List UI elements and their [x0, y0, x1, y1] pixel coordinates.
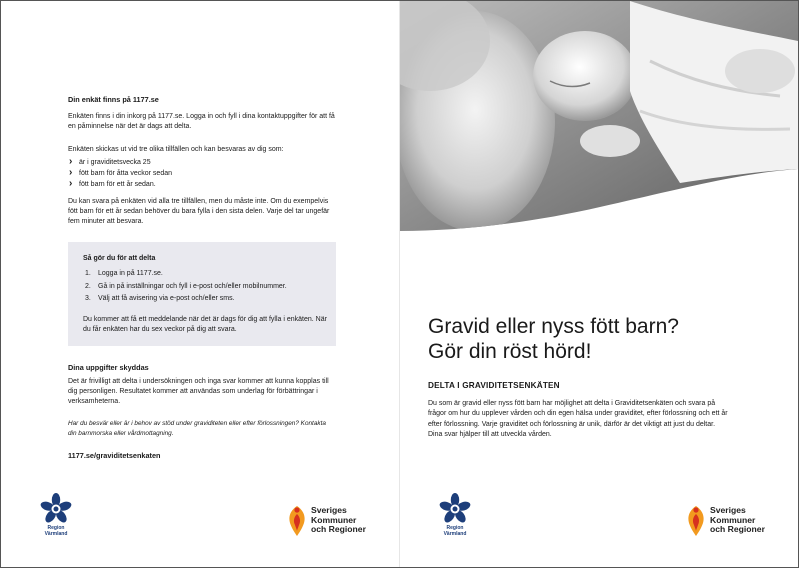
skr-logo [684, 504, 784, 548]
survey-heading: Din enkät finns på 1177.se [68, 95, 159, 104]
privacy-text: Det är frivilligt att delta i undersökningen och inga svar kommer att kunna kopplas till dig personligen. Resultatet kommer att användas som underlag för förbättringar i verksamheterna. [68, 378, 329, 405]
flower-icon [39, 493, 73, 525]
list-item: › fött barn för ett år sedan. [68, 179, 336, 190]
support-text: Har du besvär eller är i behov av stöd under graviditeten eller efter förlossningen? Kontakta din barnmorska eller vårdmottagning. [68, 420, 326, 437]
skr-logo [285, 504, 385, 548]
website-link[interactable]: 1177.se/graviditetsenkaten [68, 451, 161, 460]
region-label: Region [446, 525, 464, 531]
skr-name: Sveriges Kommuner och Regioner [311, 505, 366, 535]
howto-heading: Så gör du för att delta [83, 255, 156, 262]
subtitle: DELTA I GRAVIDITETSENKÄTEN [428, 381, 560, 390]
skr-emblem-icon [285, 504, 309, 538]
left-page [1, 1, 399, 567]
cover-photo [400, 1, 798, 231]
region-varmland-logo [39, 493, 73, 539]
skr-name: Sveriges Kommuner och Regioner [710, 505, 765, 535]
list-item: › fött barn för åtta veckor sedan [68, 168, 336, 179]
varmland-label: Värmland [44, 530, 68, 537]
list-item: › är i graviditetsvecka 25 [68, 157, 336, 168]
list-item: 3. Välj att få avisering via e-post och/eller sms. [85, 295, 235, 302]
privacy-heading: Dina uppgifter skyddas [68, 363, 149, 372]
page-title: Gravid eller nyss fött barn? Gör din röst hörd! [428, 315, 679, 363]
occasions-intro: Enkäten skickas ut vid tre olika tillfällen och kan besvaras av dig som: [68, 146, 284, 153]
occasions-list [68, 157, 336, 190]
list-item: 2. Gå in på inställningar och fyll i e-post och/eller mobilnummer. [85, 282, 287, 290]
howto-box [68, 242, 336, 346]
list-item: 1. Logga in på 1177.se. [85, 270, 163, 277]
region-varmland-logo [438, 493, 472, 539]
skr-emblem-icon [684, 504, 708, 538]
survey-intro: Enkäten finns i din inkorg på 1177.se. Logga in och fyll i dina kontaktuppgifter för att få en påminnelse när det är dags att delta. [68, 113, 335, 130]
flower-icon [438, 493, 472, 525]
region-label: Region [47, 525, 65, 531]
varmland-label: Värmland [443, 530, 467, 537]
intro-text: Du som är gravid eller nyss fött barn har möjlighet att delta i Graviditetsenkäten och svara på frågor om hur du upplever vården och din egen hälsa under graviditet, efter förlossning och ett år efter förlossning. Varje graviditet och förlossning är unik, därför är det viktigt att just du deltar. Dina svar hjälper till att utveckla vården. [428, 400, 728, 439]
howto-steps [83, 268, 323, 306]
howto-note: Du kommer att få ett meddelande när det är dags för dig att fylla i enkäten. När du får enkäten har du sex veckor på dig att svara. [83, 316, 327, 333]
answer-info: Du kan svara på enkäten vid alla tre tillfällen, men du måste inte. Om du exempelvis fött barn för ett år sedan behöver du bara fylla i den sista delen. Varje del tar ungefär fem minuter att besvara. [68, 198, 330, 225]
newborn-photo-image [400, 1, 798, 231]
